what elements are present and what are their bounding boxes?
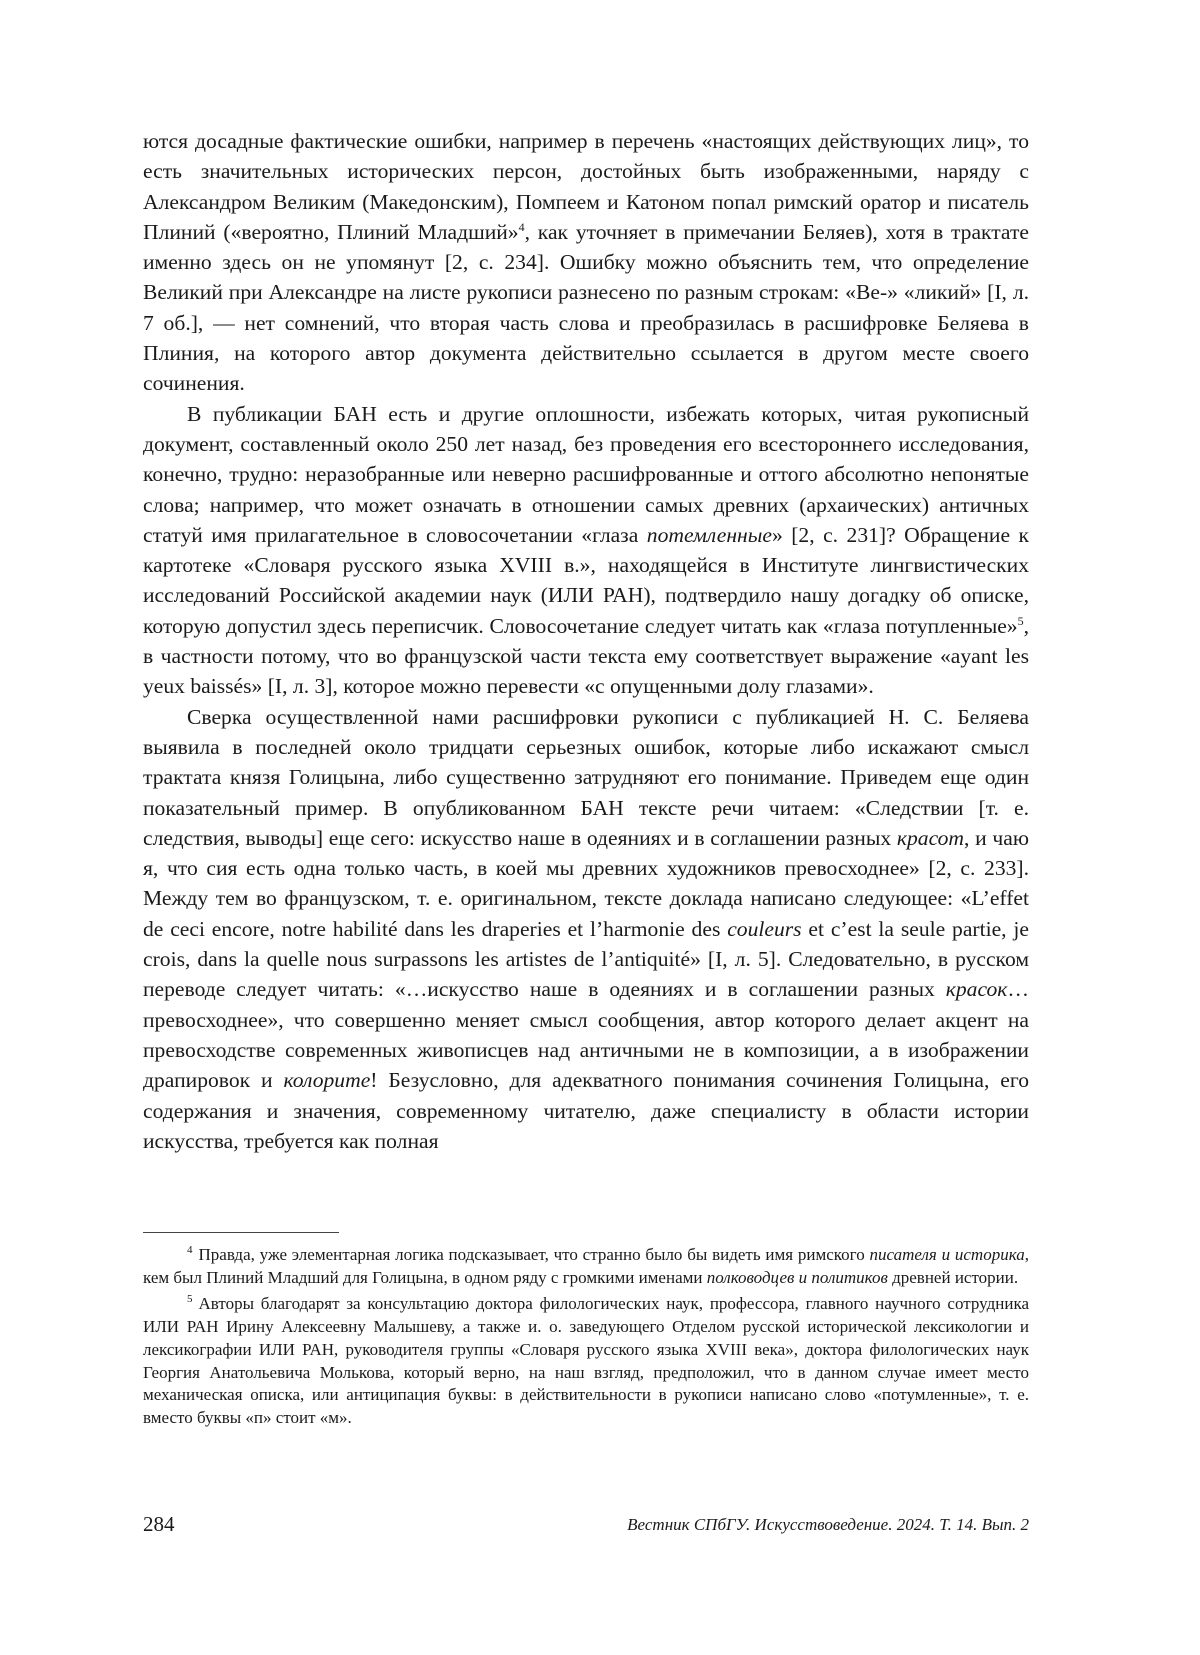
emphasis: couleurs [727, 916, 802, 941]
text-run: , и чаю я, что сия есть одна только часть, в коей мы древних художников превосходнее» [2, с. 233]. Между тем во французском, т. е. оригинальном, тексте доклада написано следующее: «L’effet de ceci encore, notre habilité dans les draperies et l’harmonie des [143, 825, 1029, 941]
emphasis: писателя и историка [869, 1245, 1025, 1264]
text-run: » [2, с. 231]? Обращение к картотеке «Словаря русского языка XVIII в.», находящейся в Институте лингвистических исследований Российской академии наук (ИЛИ РАН), подтвердило нашу догадку об описке, которую допустил здесь переписчик. Словосочетание следует читать как «глаза потупленные» [143, 522, 1030, 638]
text-run: ются досадные фактические ошибки, например в перечень «настоящих действующих лиц», то есть значительных исторических персон, достойных быть изображенными, наряду с Александром Великим (Македонским), Помпеем и Катоном попал римский оратор и писатель Плиний («вероятно, Плиний Младший» [143, 129, 1029, 244]
text-run: древней истории. [887, 1267, 1019, 1287]
footnote-4 [143, 1244, 1029, 1290]
text-run: , кем был Плиний Младший для Голицына, в одном ряду с громкими именами [143, 1245, 1029, 1287]
text-run: et c’est la seule partie, je crois, dans la quelle nous surpassons les artistes de l’antiquité» [I, л. 5]. Следовательно, в русском переводе следует читать: «…искусство наше в одеяниях и в соглашении разных [143, 916, 1030, 1002]
text-run: … превосходнее», что совершенно меняет смысл сообщения, автор которого делает акцент на превосходстве современных живописцев над античными не в композиции, а в изображении драпировок и [143, 977, 1029, 1093]
text-run: , в частности потому, что во французской части текста ему соответствует выражение «ayant les yeux baissés» [I, л. 3], которое можно перевести «с опущенными долу глазами». [143, 613, 1029, 699]
footnotes [143, 1244, 1029, 1430]
footnote-5 [143, 1293, 1029, 1430]
emphasis: полководцев и политиков [706, 1267, 888, 1287]
text-run: Сверка осуществленной нами расшифровки рукописи с публикацией Н. С. Беляева выявила в последней около тридцати серьезных ошибок, которые либо искажают смысл трактата князя Голицына, либо существенно затрудняют его понимание. Приведем еще один показательный пример. В опубликованном БАН тексте речи читаем: «Следствии [т. е. следствия, выводы] еще сего: искусство наше в одеяниях и в соглашении разных [143, 704, 1029, 850]
text-run: , как уточняет в примечании Беляев), хотя в трактате именно здесь он не упомянут [2, с. 234]. Ошибку можно объяснить тем, что определение Великий при Александре на листе рукописи разнесено по разным строкам: «Ве-» «ликий» [I, л. 7 об.], — нет сомнений, что вторая часть слова и преобразилась в расшифровке Беляева в Плиния, на которого автор документа действительно ссылается в другом месте своего сочинения. [143, 219, 1029, 396]
page-footer [143, 1510, 1029, 1540]
emphasis: красок [945, 977, 1008, 1002]
text-run: ! Безусловно, для адекватного понимания сочинения Голицына, его содержания и значения, современному читателю, даже специалисту в области истории искусства, требуется как полная [143, 1068, 1030, 1153]
text-run: В публикации БАН есть и другие оплошности, избежать которых, читая рукописный документ, составленный около 250 лет назад, без проведения его всестороннего исследования, конечно, трудно: неразобранные или неверно расшифрованные и оттого абсолютно непонятые слова; например, что может означать в отношении самых древних (архаических) античных статуй имя прилагательное в словосочетании «глаза [143, 401, 1029, 547]
paragraph-3 [143, 702, 1029, 1156]
paragraph-2 [143, 399, 1029, 702]
footnote-mark: 5 [187, 1293, 193, 1306]
emphasis: красот [896, 825, 965, 850]
text-run: Авторы благодарят за консультацию доктора филологических наук, профессора, главного научного сотрудника ИЛИ РАН Ирину Алексеевну Малышеву, а также и. о. заведующего Отделом русской исторической лексикологии и лексикографии ИЛИ РАН, руководителя группы «Словаря русского языка XVIII века», доктора филологических наук Георгия Анатольевича Молькова, который верно, на наш взгляд, предположил, что в данном случае имеет место механическая описка, или антиципация буквы: в действительности в рукописи написано слово «потумленные», т. е. вместо буквы «п» стоит «м». [143, 1293, 1029, 1428]
footnote-separator [143, 1232, 339, 1233]
running-title: Вестник СПбГУ. Искусствоведение. 2024. Т. 14. Вып. 2 [627, 1515, 1029, 1534]
emphasis: потемленные [646, 522, 772, 547]
paragraph-1 [143, 126, 1029, 399]
footnote-mark: 4 [187, 1244, 193, 1257]
page-number: 284 [143, 1512, 175, 1536]
emphasis: колорите [283, 1068, 371, 1093]
footnote-ref-4[interactable]: 4 [518, 219, 525, 234]
text-run: Правда, уже элементарная логика подсказывает, что странно было бы видеть имя римского [198, 1245, 870, 1264]
footnote-ref-5[interactable]: 5 [1017, 613, 1024, 628]
main-text [143, 126, 1029, 1156]
